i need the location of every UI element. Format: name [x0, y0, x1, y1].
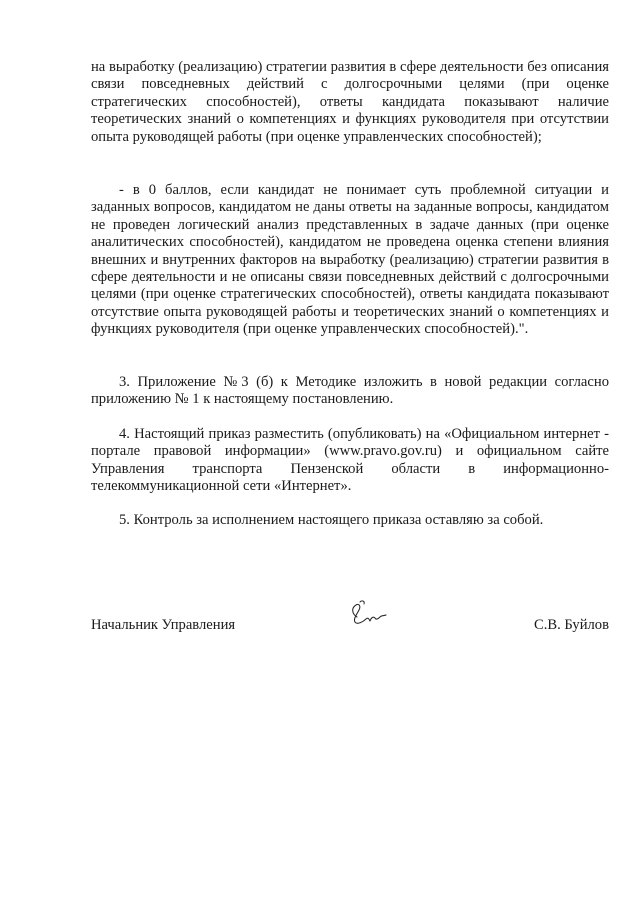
paragraph-item-3: 3. Приложение №3 (б) к Методике изложить в новой редакции согласно приложению № 1 к настоящему постановлению. — [91, 374, 609, 408]
paragraph-item-4: 4. Настоящий приказ разместить (опубликовать) на «Официальном интернет - портале правовой информации» (www.pravo.gov.ru) и официальном сайте Управления транспорта Пензенской области в информационно-телекоммуникационной сети «Интернет». — [91, 426, 609, 495]
handwritten-signature-icon — [343, 597, 389, 631]
paragraph-item-5: 5. Контроль за исполнением настоящего приказа оставляю за собой. — [119, 512, 544, 528]
signer-name: С.В. Буйлов — [533, 617, 609, 633]
paragraph-continuation: на выработку (реализацию) стратегии развития в сфере деятельности без описания связи повседневных действий с долгосрочными целями (при оценке стратегических способностей), ответы кандидата показывают наличие теоретических знаний о компетенциях и функциях руководителя при отсутствии опыта руководящей работы (при оценке управленческих способностей); — [91, 59, 609, 145]
signer-position: Начальник Управления — [91, 617, 236, 633]
paragraph-zero-points: - в 0 баллов, если кандидат не понимает суть проблемной ситуации и заданных вопросов, кандидатом не даны ответы на заданные вопросы, кандидатом не проведен логический анализ представленных в задаче данных (при оценке аналитических способностей), кандидатом не проведена оценка степени влияния внешних и внутренних факторов на выработку (реализацию) стратегии развития в сфере деятельности и не описаны связи повседневных действий с долгосрочными целями (при оценке стратегических способностей), ответы кандидата показывают отсутствие опыта руководящей работы и теоретических знаний о компетенциях и функциях руководителя (при оценке управленческих способностей).". — [91, 182, 609, 338]
signature-block — [91, 611, 609, 641]
